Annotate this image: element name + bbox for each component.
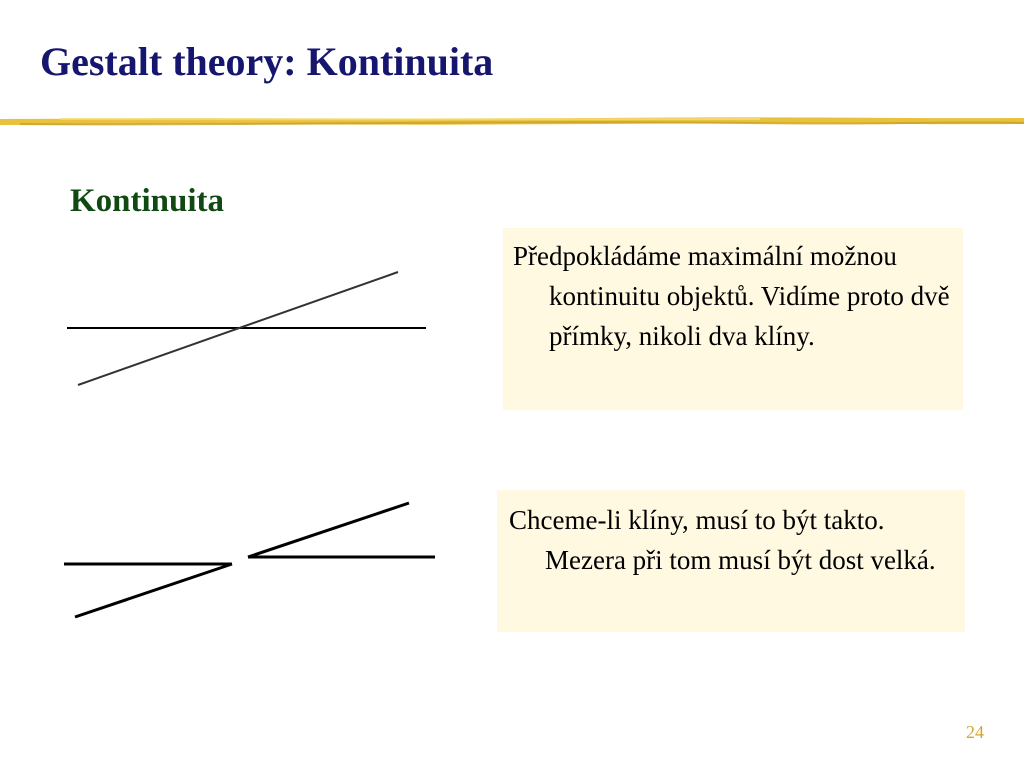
note-text-wedges: Chceme-li klíny, musí to být takto. Mezera při tom musí být dost velká. — [509, 505, 936, 575]
page-number: 24 — [966, 722, 984, 742]
note-box-continuity — [503, 228, 963, 410]
note-text-continuity: Předpokládáme maximální možnou kontinuitu objektů. Vidíme proto dvě přímky, nikoli dva klíny. — [513, 241, 950, 351]
left-wedge-diagonal — [75, 564, 232, 617]
note-box-wedges — [497, 490, 965, 632]
right-wedge-diagonal — [248, 503, 409, 557]
section-heading: Kontinuita — [70, 183, 225, 219]
slide-title: Gestalt theory: Kontinuita — [40, 39, 494, 84]
diagonal-line — [78, 272, 398, 385]
title-underline-rule — [0, 108, 1024, 138]
